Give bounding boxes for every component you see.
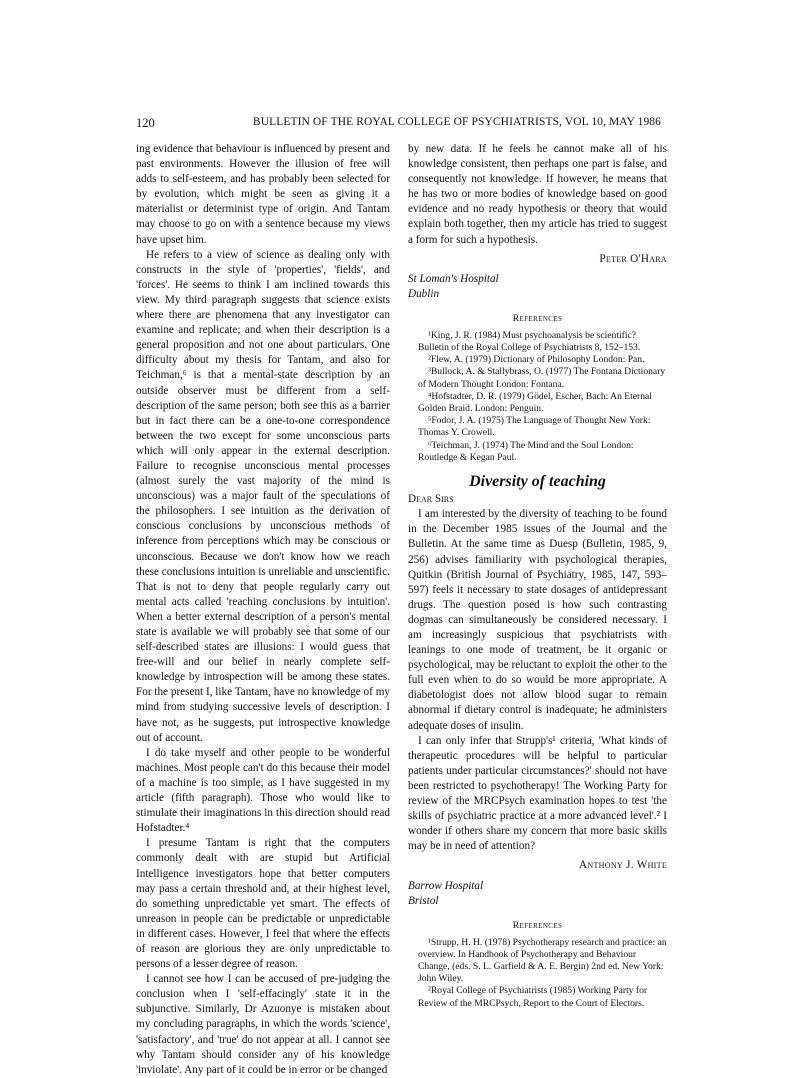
references-heading: References — [512, 313, 563, 324]
references-heading: References — [512, 920, 563, 931]
paragraph: ing evidence that behaviour is influenced by present and past environments. However the illusion of free will adds to self-esteem, and has probably been selected for by evolution, which might be seen as giving it a materialist or determinist type of origin. And Tantam may choose to go on with a sentence because my views have upset him. — [136, 143, 390, 246]
paragraph: I presume Tantam is right that the computers commonly dealt with are stupid but Artificial Intelligence investigators hope that better computers may pass a certain threshold and, at their highest level, do something unpredictable yet smart. The effects of unreason in people can be predictable or unpredictable in different cases. However, I feel that where the effects of reason are glorious they are only unpredictable to persons of a lesser degree of reason. — [136, 837, 390, 971]
paragraph: I can only infer that Strupp's¹ criteria, 'What kinds of therapeutic procedures will be helpful to particular patients under particular circumstances?' should not have been restricted to psychotherapy! The Working Party for review of the MRCPsych examination hopes to test 'the skills of psychiatric practice at a more advanced level'.² I wonder if others share my concern that more basic skills may be in need of attention? — [408, 734, 667, 853]
paragraph: I cannot see how I can be accused of pre-judging the conclusion when I 'self-effacingly' state it in the subjunctive. Similarly, Dr Azuonye is mistaken about my concluding paragraphs, in which the words 'science', 'satisfactory', and 'true' do not appear at all. I cannot see why Tantam should consider any of his knowledge 'inviolate'. Any part of it could be in error or be changed — [136, 973, 390, 1076]
author-signature: Anthony J. White — [579, 859, 667, 872]
paragraph: I am interested by the diversity of teaching to be found in the December 1985 issues of the Journal and the Bulletin. At the same time as Duesp (Bulletin, 1985, 9, 256) advises familiarity with psychological therapies, Quitkin (British Journal of Psychiatry, 1985, 147, 593–597) feels it necessary to state dosages of antidepressant drugs. The question posed is how such contrasting dogmas can simultaneously be considered necessary. I am increasingly suspicious that psychiatrists with leanings to one mode of treatment, be it organic or psychological, may be reluctant to exploit the other to the full even when to do so would be more appropriate. A diabetologist does not allow blood sugar to remain abnormal if dietary control is inadequate; he administers adequate doses of insulin. — [408, 508, 667, 732]
running-title: BULLETIN OF THE ROYAL COLLEGE OF PSYCHIATRISTS, VOL 10, MAY 1986 — [252, 116, 661, 128]
reference-item: ⁶Teichman, J. (1974) The Mind and the Soul London: Routledge & Kegan Paul. — [418, 439, 634, 463]
author-affiliation: Barrow Hospital — [408, 879, 484, 892]
page-number: 120 — [136, 116, 155, 130]
reference-item: ²Flew, A. (1979) Dictionary of Philosophy London: Pan. — [428, 354, 645, 366]
paragraph: He refers to a view of science as dealing only with constructs in the style of 'properties', 'fields', and 'forces'. He seems to think I am inclined towards this view. My third paragraph suggests that science exists where there are phenomena that any investigator can examine and replicate; and when their description is a general proposition and not one about particulars. One difficulty about my thesis for Tantam, and also for Teichman,⁶ is that a mental-state description by an outside observer must be different from a self-description of the same person; both see this as a barrier but in fact there can be a one-to-one correspondence between the two except for some unconscious parts which will only appear in the external description. Failure to recognise unconscious mental processes (almost surely the vast majority of the mind is unconscious) was a major fault of the speculations of the philosophers. I see intuition as the derivation of conscious conclusions by unconscious methods of inference from perceptions which may be conscious or unconscious. Because we don't know how we reach these conclusions intuition is unreliable and unscientific. That is not to deny that people regularly carry out mental acts called 'reaching conclusions by intuition'. When a better external description of a person's mental state is available we will probably see that some of our self-described states are illusions: I would guess that free-will and our belief in nearly complete self-knowledge by introspection will be among these states. For the present I, like Tantam, have no knowledge of my mind from studying successive levels of description. I have not, as he suggests, put introspective knowledge out of account. — [136, 248, 390, 744]
reference-item: ⁵Fodor, J. A. (1975) The Language of Thought New York: Thomas Y. Crowell. — [418, 415, 651, 439]
reference-item: ³Bullock, A. & Stallybrass, O. (1977) The Fontana Dictionary of Modern Thought London: Fontana. — [418, 366, 666, 390]
author-signature: Peter O'Hara — [599, 252, 667, 265]
paragraph: I do take myself and other people to be wonderful machines. Most people can't do this because their model of a machine is too simple, as I have suggested in my article (fifth paragraph). Those who would like to stimulate their imaginations in this direction should read Hofstadter.⁴ — [136, 746, 390, 835]
reference-item: ¹Strupp, H. H. (1978) Psychotherapy research and practice: an overview. In Handbook of Psychotherapy and Behaviour Change, (eds. S. L. Garfield & A. E. Bergin) 2nd ed. New York: John Wiley. — [418, 936, 667, 985]
author-city: Dublin — [408, 287, 440, 300]
paragraph: by new data. If he feels he cannot make all of his knowledge consistent, then perhaps one part is false, and consequently not knowledge. If however, he means that he has two or more bodies of knowledge based on good evidence and no ready hypothesis or theory that would explain both together, then my article has tried to suggest a form for such a hypothesis. — [408, 143, 667, 246]
section-title: Diversity of teaching — [469, 473, 606, 491]
left-column — [136, 142, 390, 1078]
author-city: Bristol — [408, 894, 439, 907]
reference-item: ⁴Hofstadter, D. R. (1979) Gödel, Escher, Bach: An Eternal Golden Braid. London: Penguin. — [418, 390, 652, 415]
reference-item: ²Royal College of Psychiatrists (1985) Working Party for Review of the MRCPsych, Report to the Court of Electors. — [418, 985, 648, 1009]
author-affiliation: St Loman's Hospital — [408, 272, 499, 285]
right-column — [408, 142, 667, 1010]
reference-item: ¹King, J. R. (1984) Must psychoanalysis be scientific? Bulletin of the Royal College of Psychiatrists 8, 152–153. — [418, 329, 641, 354]
salutation: Dear Sirs — [408, 493, 454, 506]
